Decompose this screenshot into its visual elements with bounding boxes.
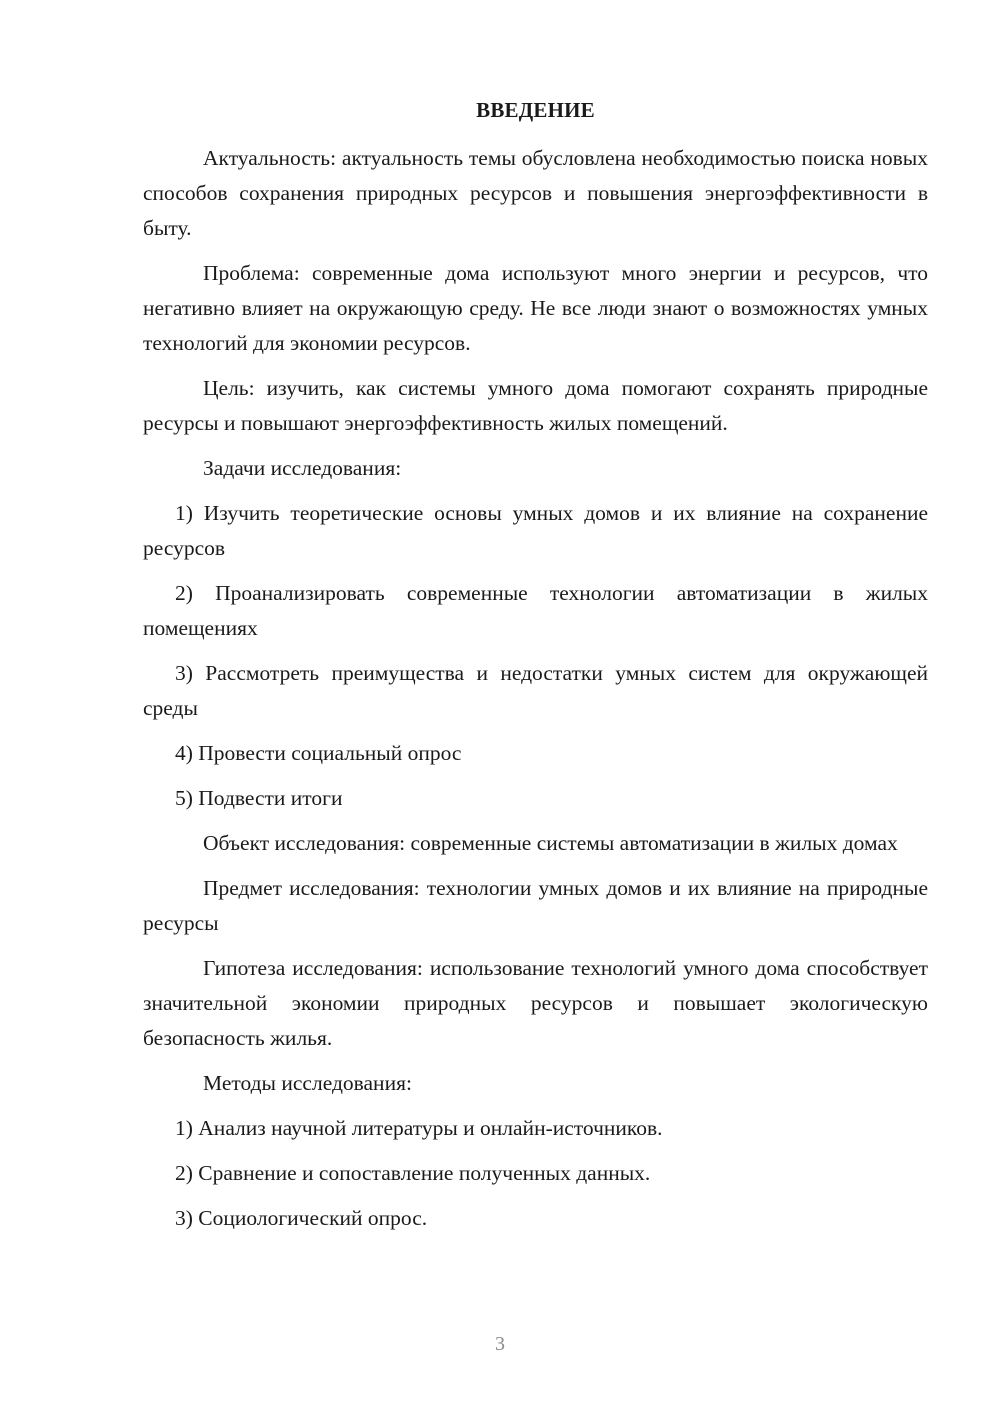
tasks-list [143,496,928,816]
page-title: ВВЕДЕНИЕ [476,98,595,122]
object-paragraph: Объект исследования: современные системы автоматизации в жилых домах [203,831,898,855]
subject-paragraph: Предмет исследования: технологии умных домов и их влияние на природные ресурсы [143,876,928,935]
problem-paragraph: Проблема: современные дома используют много энергии и ресурсов, что негативно влияет на окружающую среду. Не все люди знают о возможностях умных технологий для экономии ресурсов. [143,261,928,355]
page-content [143,96,928,1246]
task-item-2: 2) Проанализировать современные технологии автоматизации в жилых помещениях [143,581,928,640]
task-item-4: 4) Провести социальный опрос [175,741,462,765]
methods-label: Методы исследования: [203,1071,412,1095]
task-item-1: 1) Изучить теоретические основы умных домов и их влияние на сохранение ресурсов [143,501,928,560]
page-number: 3 [495,1333,505,1355]
hypothesis-paragraph: Гипотеза исследования: использование технологий умного дома способствует значительной экономии природных ресурсов и повышает экологическую безопасность жилья. [143,956,928,1050]
method-item-3: 3) Социологический опрос. [175,1206,428,1230]
tasks-label: Задачи исследования: [203,456,402,480]
methods-list [143,1111,928,1236]
goal-paragraph: Цель: изучить, как системы умного дома помогают сохранять природные ресурсы и повышают энергоэффективность жилых помещений. [143,376,928,435]
method-item-2: 2) Сравнение и сопоставление полученных данных. [175,1161,651,1185]
task-item-5: 5) Подвести итоги [175,786,343,810]
method-item-1: 1) Анализ научной литературы и онлайн-источников. [175,1116,663,1140]
task-item-3: 3) Рассмотреть преимущества и недостатки умных систем для окружающей среды [143,661,928,720]
relevance-paragraph: Актуальность: актуальность темы обусловлена необходимостью поиска новых способов сохранения природных ресурсов и повышения энергоэффективности в быту. [143,146,928,240]
